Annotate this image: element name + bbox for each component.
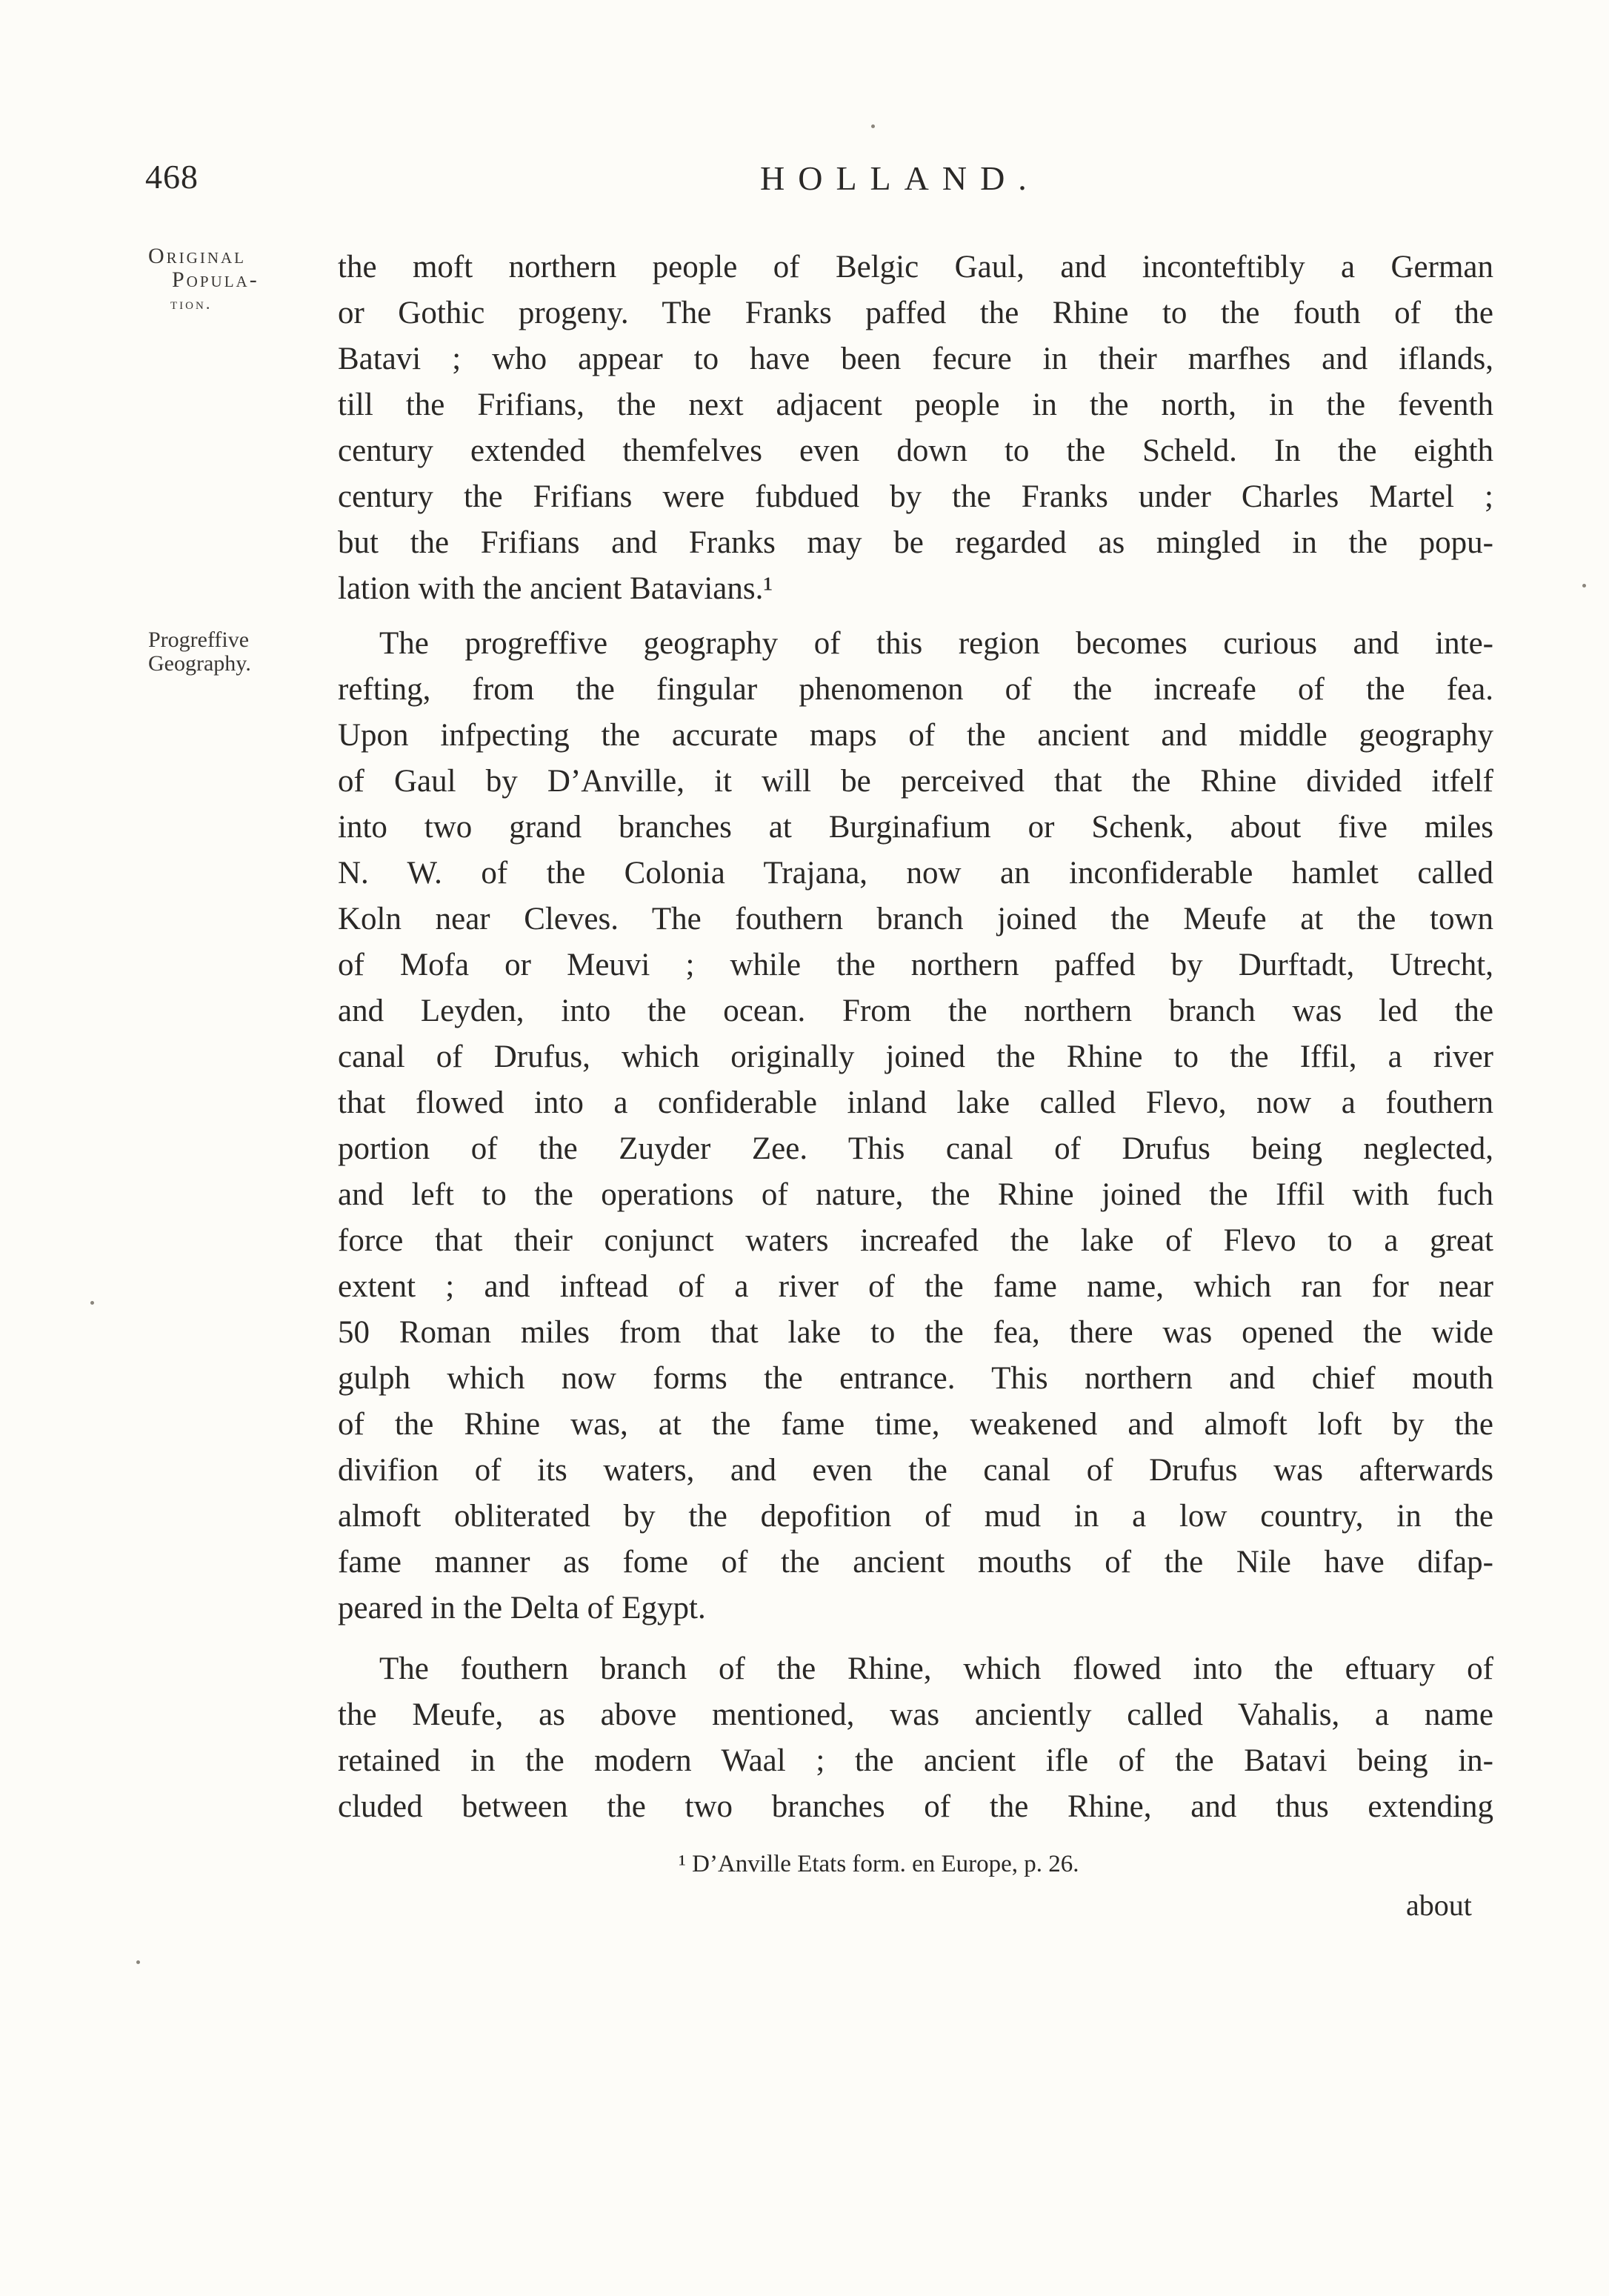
text-line: and left to the operations of nature, the Rhine joined the Iffil with fuch — [338, 1177, 1493, 1212]
paper-speck — [1582, 584, 1586, 588]
footnote: ¹ D’Anville Etats form. en Europe, p. 26. — [679, 1851, 1079, 1877]
text-line: cluded between the two branches of the Rhine, and thus extending — [338, 1789, 1493, 1824]
text-line: Batavi ; who appear to have been fecure in their marfhes and iflands, — [338, 342, 1493, 376]
text-line: The progreffive geography of this region becomes curious and inte- — [379, 626, 1493, 661]
text-line: that flowed into a confiderable inland lake called Flevo, now a fouthern — [338, 1085, 1493, 1120]
text-line: or Gothic progeny. The Franks paffed the Rhine to the fouth of the — [338, 296, 1493, 330]
text-line: fame manner as fome of the ancient mouths of the Nile have difap- — [338, 1545, 1493, 1580]
text-line: force that their conjunct waters increafed the lake of Flevo to a great — [338, 1223, 1493, 1258]
text-line: the Meufe, as above mentioned, was anciently called Vahalis, a name — [338, 1697, 1493, 1732]
text-line: canal of Drufus, which originally joined the Rhine to the Iffil, a river — [338, 1039, 1493, 1074]
text-line: but the Frifians and Franks may be regarded as mingled in the popu- — [338, 525, 1493, 560]
text-line: almoft obliterated by the depofition of mud in a low country, in the — [338, 1499, 1493, 1534]
text-line: and Leyden, into the ocean. From the northern branch was led the — [338, 994, 1493, 1028]
text-line: extent ; and inftead of a river of the fame name, which ran for near — [338, 1269, 1493, 1304]
text-line: portion of the Zuyder Zee. This canal of Drufus being neglected, — [338, 1131, 1493, 1166]
text-line: Koln near Cleves. The fouthern branch joined the Meufe at the town — [338, 902, 1493, 936]
margin-note-original-population — [148, 244, 259, 316]
running-head: HOLLAND. — [760, 159, 1040, 197]
margin-note-line: Geography. — [148, 651, 251, 676]
text-line: century extended themfelves even down to the Scheld. In the eighth — [338, 433, 1493, 468]
text-line: the moft northern people of Belgic Gaul, and inconteftibly a German — [338, 250, 1493, 284]
paper-speck — [136, 1960, 140, 1964]
page-number: 468 — [145, 158, 199, 196]
text-line: The fouthern branch of the Rhine, which flowed into the eftuary of — [379, 1651, 1493, 1686]
text-line: of Gaul by D’Anville, it will be perceived that the Rhine divided itfelf — [338, 764, 1493, 799]
text-line: peared in the Delta of Egypt. — [338, 1591, 706, 1625]
text-line: till the Frifians, the next adjacent people in the north, in the feventh — [338, 387, 1493, 422]
text-line: retained in the modern Waal ; the ancient ifle of the Batavi being in- — [338, 1743, 1493, 1778]
paper-speck — [871, 124, 875, 128]
text-line: divifion of its waters, and even the canal of Drufus was afterwards — [338, 1453, 1493, 1488]
catchword: about — [1406, 1889, 1472, 1922]
paragraph-2 — [338, 621, 1493, 1631]
margin-note-line: Original — [148, 244, 246, 268]
paragraph-1 — [338, 244, 1493, 612]
paper-speck — [90, 1301, 94, 1305]
margin-note-line: tion. — [170, 294, 213, 313]
text-line: century the Frifians were fubdued by the Franks under Charles Martel ; — [338, 479, 1493, 514]
text-line: refting, from the fingular phenomenon of the increafe of the fea. — [338, 672, 1493, 707]
text-line: lation with the ancient Batavians.¹ — [338, 571, 773, 606]
text-line: 50 Roman miles from that lake to the fea, there was opened the wide — [338, 1315, 1493, 1350]
margin-note-line: Popula- — [172, 267, 259, 292]
text-line: N. W. of the Colonia Trajana, now an inconfiderable hamlet called — [338, 856, 1493, 891]
margin-note-progressive-geography — [148, 628, 251, 676]
text-line: Upon infpecting the accurate maps of the ancient and middle geography — [338, 718, 1493, 753]
text-line: into two grand branches at Burginafium or Schenk, about five miles — [338, 810, 1493, 845]
margin-note-line: Progreffive — [148, 628, 250, 652]
text-line: gulph which now forms the entrance. This northern and chief mouth — [338, 1361, 1493, 1396]
text-line: of Mofa or Meuvi ; while the northern paffed by Durftadt, Utrecht, — [338, 948, 1493, 982]
text-line: of the Rhine was, at the fame time, weakened and almoft loft by the — [338, 1407, 1493, 1442]
paragraph-3 — [338, 1646, 1493, 1830]
